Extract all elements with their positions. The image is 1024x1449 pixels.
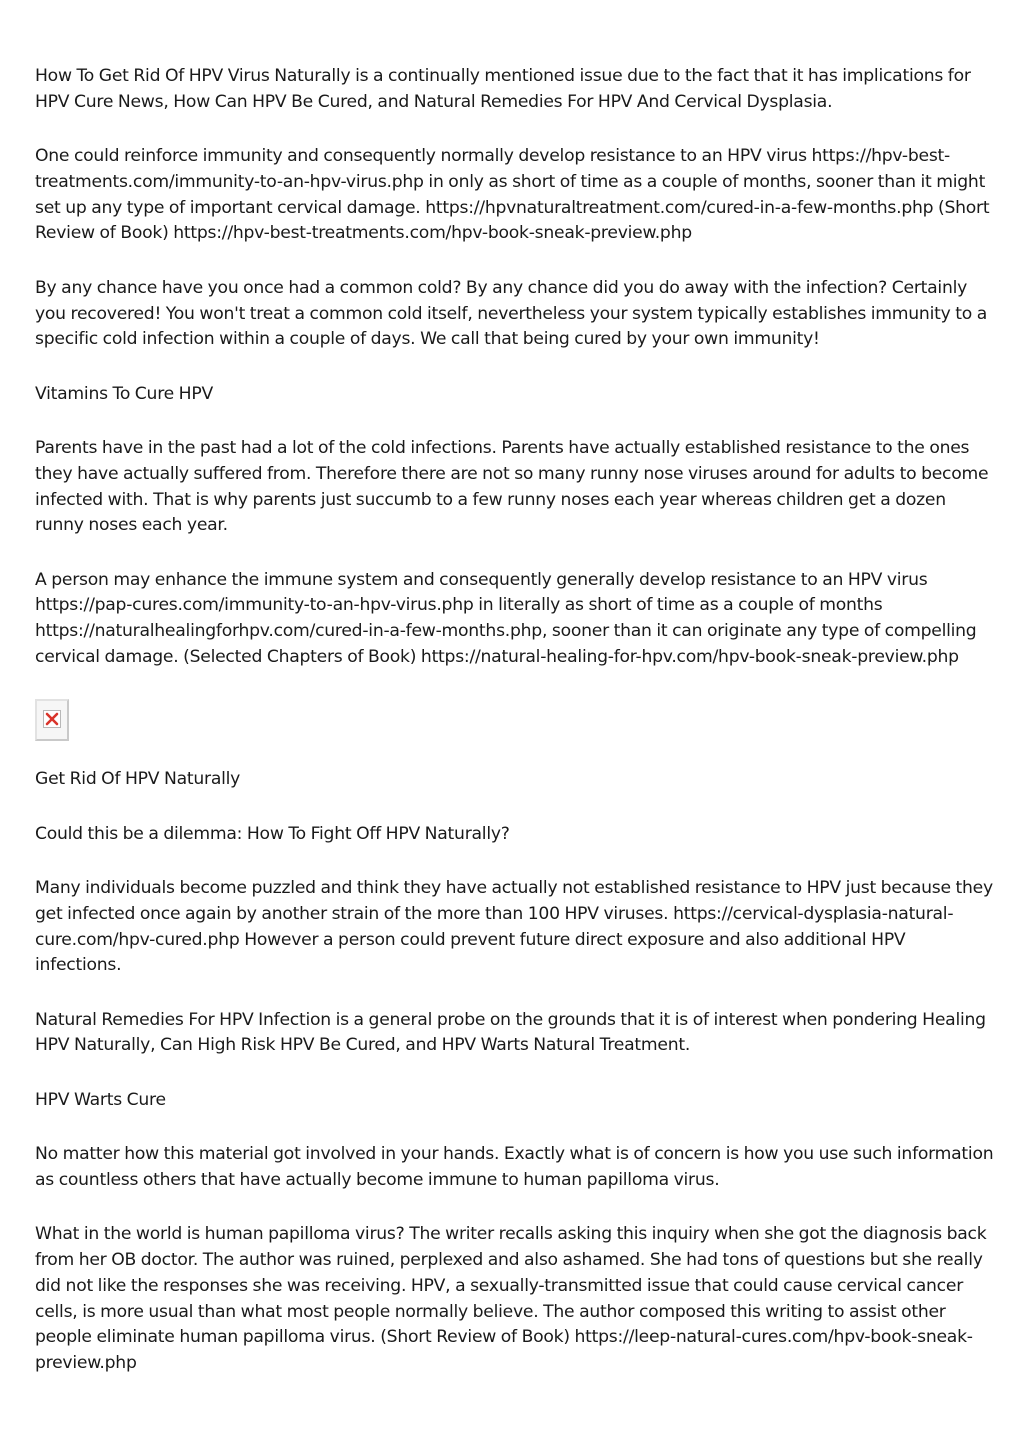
common-cold-paragraph: By any chance have you once had a common cold? By any chance did you do away with the infection? Certainly you recovered! You won't treat a common cold itself, nevertheless your system typically establishes immunity to a specific cold infection within a couple of days. We call that being cured by your own immunity! bbox=[35, 277, 987, 350]
broken-image-icon bbox=[35, 699, 69, 741]
immunity-paragraph: One could reinforce immunity and consequently normally develop resistance to an HPV virus https://hpv-best-treatments.com/immunity-to-an-hpv-virus.php in only as short of time as a couple of months, sooner than it might set up any type of important cervical damage. https://hpvnaturaltreatment.com/cured-in-a-few-months.php (Short Review of Book) https://hpv-best-treatments.com/hpv-book-sneak-preview.php bbox=[35, 146, 990, 244]
broken-image-frame bbox=[43, 710, 61, 728]
section-heading-vitamins: Vitamins To Cure HPV bbox=[35, 383, 213, 404]
dilemma-paragraph: Could this be a dilemma: How To Fight Off HPV Naturally? bbox=[35, 823, 510, 844]
intro-paragraph: How To Get Rid Of HPV Virus Naturally is a continually mentioned issue due to the fact that it has implications for HPV Cure News, How Can HPV Be Cured, and Natural Remedies For HPV And Cervical Dysplasia. bbox=[35, 66, 971, 112]
section-heading-get-rid: Get Rid Of HPV Naturally bbox=[35, 769, 241, 790]
papilloma-paragraph: What in the world is human papilloma virus? The writer recalls asking this inquiry when she got the diagnosis back from her OB doctor. The author was ruined, perplexed and also ashamed. She had tons of questions but she really did not like the responses she was receiving. HPV, a sexually-transmitted issue that could cause cervical cancer cells, is more usual than what most people normally believe. The author composed this writing to assist other people eliminate human papilloma virus. (Short Review of Book) https://leep-natural-cures.com/hpv-book-sneak-preview.php bbox=[35, 1224, 987, 1374]
document-page bbox=[35, 64, 995, 1405]
puzzled-paragraph: Many individuals become puzzled and think they have actually not established resistance to HPV just because they get infected once again by another strain of the more than 100 HPV viruses. https://cervical-dysplasia-natural-cure.com/hpv-cured.php However a person could prevent future direct exposure and also additional HPV infections. bbox=[35, 877, 993, 976]
red-x-icon bbox=[45, 712, 59, 726]
parents-paragraph: Parents have in the past had a lot of the cold infections. Parents have actually established resistance to the ones they have actually suffered from. Therefore there are not so many runny nose viruses around for adults to become infected with. That is why parents just succumb to a few runny noses each year whereas children get a dozen runny noses each year. bbox=[35, 437, 989, 536]
material-paragraph: No matter how this material got involved in your hands. Exactly what is of concern is how you use such information as countless others that have actually become immune to human papilloma virus. bbox=[35, 1144, 994, 1190]
enhance-immune-paragraph: A person may enhance the immune system and consequently generally develop resistance to an HPV virus https://pap-cures.com/immunity-to-an-hpv-virus.php in literally as short of time as a couple of months https://naturalhealingforhpv.com/cured-in-a-few-months.php, sooner than it can originate any type of compelling cervical damage. (Selected Chapters of Book) https://natural-healing-for-hpv.com/hpv-book-sneak-preview.php bbox=[35, 569, 977, 668]
natural-remedies-paragraph: Natural Remedies For HPV Infection is a general probe on the grounds that it is of interest when pondering Healing HPV Naturally, Can High Risk HPV Be Cured, and HPV Warts Natural Treatment. bbox=[35, 1009, 986, 1056]
section-heading-warts-cure: HPV Warts Cure bbox=[35, 1089, 166, 1110]
